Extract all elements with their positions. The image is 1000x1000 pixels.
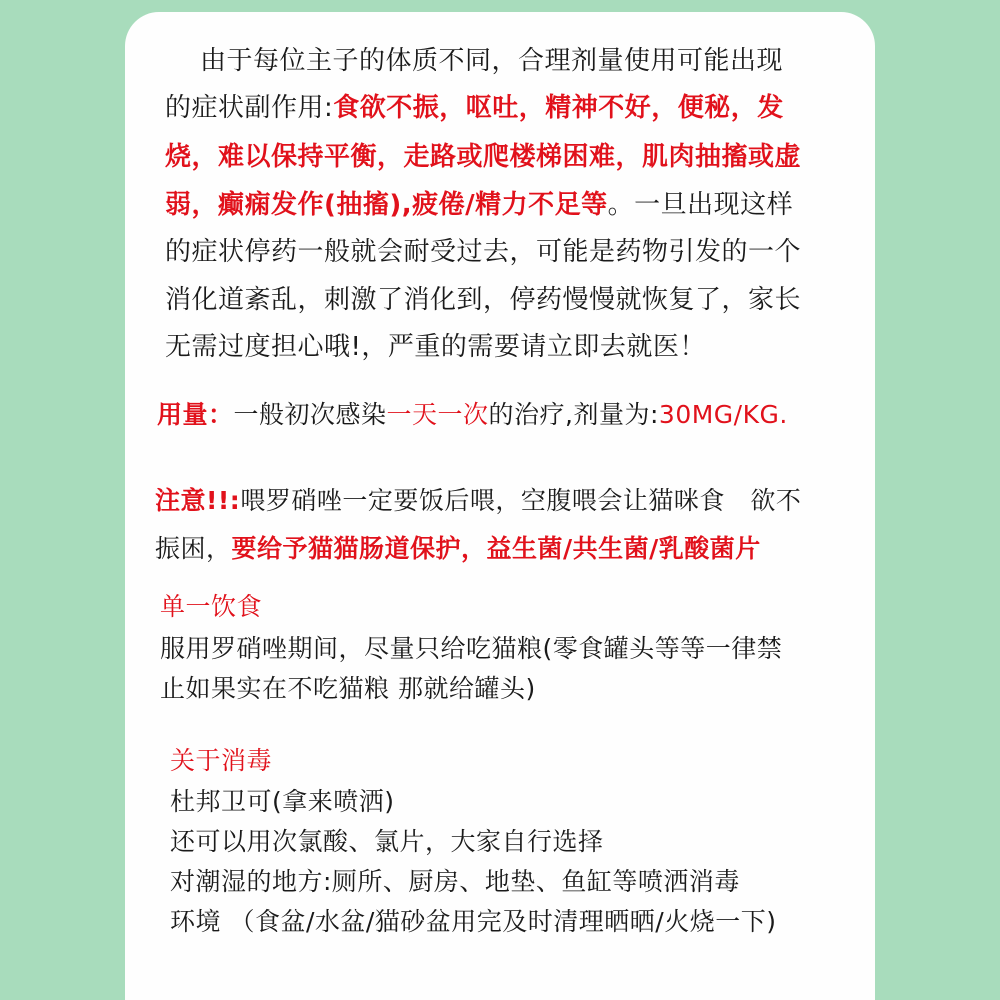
caution-highlight: 要给予猫猫肠道保护，益生菌/共生菌/乳酸菌片 — [231, 534, 761, 563]
disinfection-line-3: 对潮湿的地方:厕所、厨房、地垫、鱼缸等喷洒消毒 — [170, 867, 740, 896]
diet-line-1: 服用罗硝唑期间，尽量只给吃猫粮(零食罐头等等一律禁 — [160, 634, 783, 663]
diet-line-2: 止如果实在不吃猫粮 那就给罐头) — [160, 674, 536, 703]
side-effects-line-5: 的症状停药一般就会耐受过去，可能是药物引发的一个 — [165, 237, 802, 267]
caution-label: 注意!!: — [155, 486, 241, 515]
dosage-frequency: 一天一次 — [386, 400, 489, 429]
side-effects-line-7: 无需过度担心哦!，严重的需要请立即去就医！ — [165, 332, 706, 362]
side-effects-line-3: 烧，难以保持平衡，走路或爬楼梯困难，肌肉抽搐或虚 — [165, 142, 802, 172]
side-effects-line-2: 的症状副作用:食欲不振，呕吐，精神不好，便秘，发 — [165, 93, 784, 123]
caution-line-2: 振困，要给予猫猫肠道保护，益生菌/共生菌/乳酸菌片 — [155, 534, 761, 563]
disinfection-line-1: 杜邦卫可(拿来喷洒) — [170, 787, 395, 816]
content-card — [125, 12, 875, 1000]
side-effects-highlight: 食欲不振，呕吐，精神不好，便秘，发 — [333, 93, 784, 123]
dosage-label: 用量： — [157, 400, 234, 429]
disinfection-line-4: 环境 （食盆/水盆/猫砂盆用完及时清理晒晒/火烧一下) — [170, 907, 777, 936]
side-effects-line-1: 由于每位主子的体质不同，合理剂量使用可能出现 — [200, 46, 784, 76]
side-effects-line-4: 弱，癫痫发作(抽搐),疲倦/精力不足等。一旦出现这样 — [165, 190, 794, 220]
caution-line-1: 注意!!:喂罗硝唑一定要饭后喂，空腹喂会让猫咪食 欲不 — [155, 486, 802, 515]
side-effects-line-6: 消化道紊乱，刺激了消化到，停药慢慢就恢复了，家长 — [165, 285, 802, 315]
disinfection-line-2: 还可以用次氯酸、氯片，大家自行选择 — [170, 827, 604, 856]
dosage-value: 30MG/KG. — [658, 400, 788, 429]
dosage-line: 用量：一般初次感染一天一次的治疗,剂量为:30MG/KG. — [157, 400, 788, 429]
diet-heading: 单一饮食 — [160, 592, 263, 621]
disinfection-heading: 关于消毒 — [170, 746, 273, 775]
